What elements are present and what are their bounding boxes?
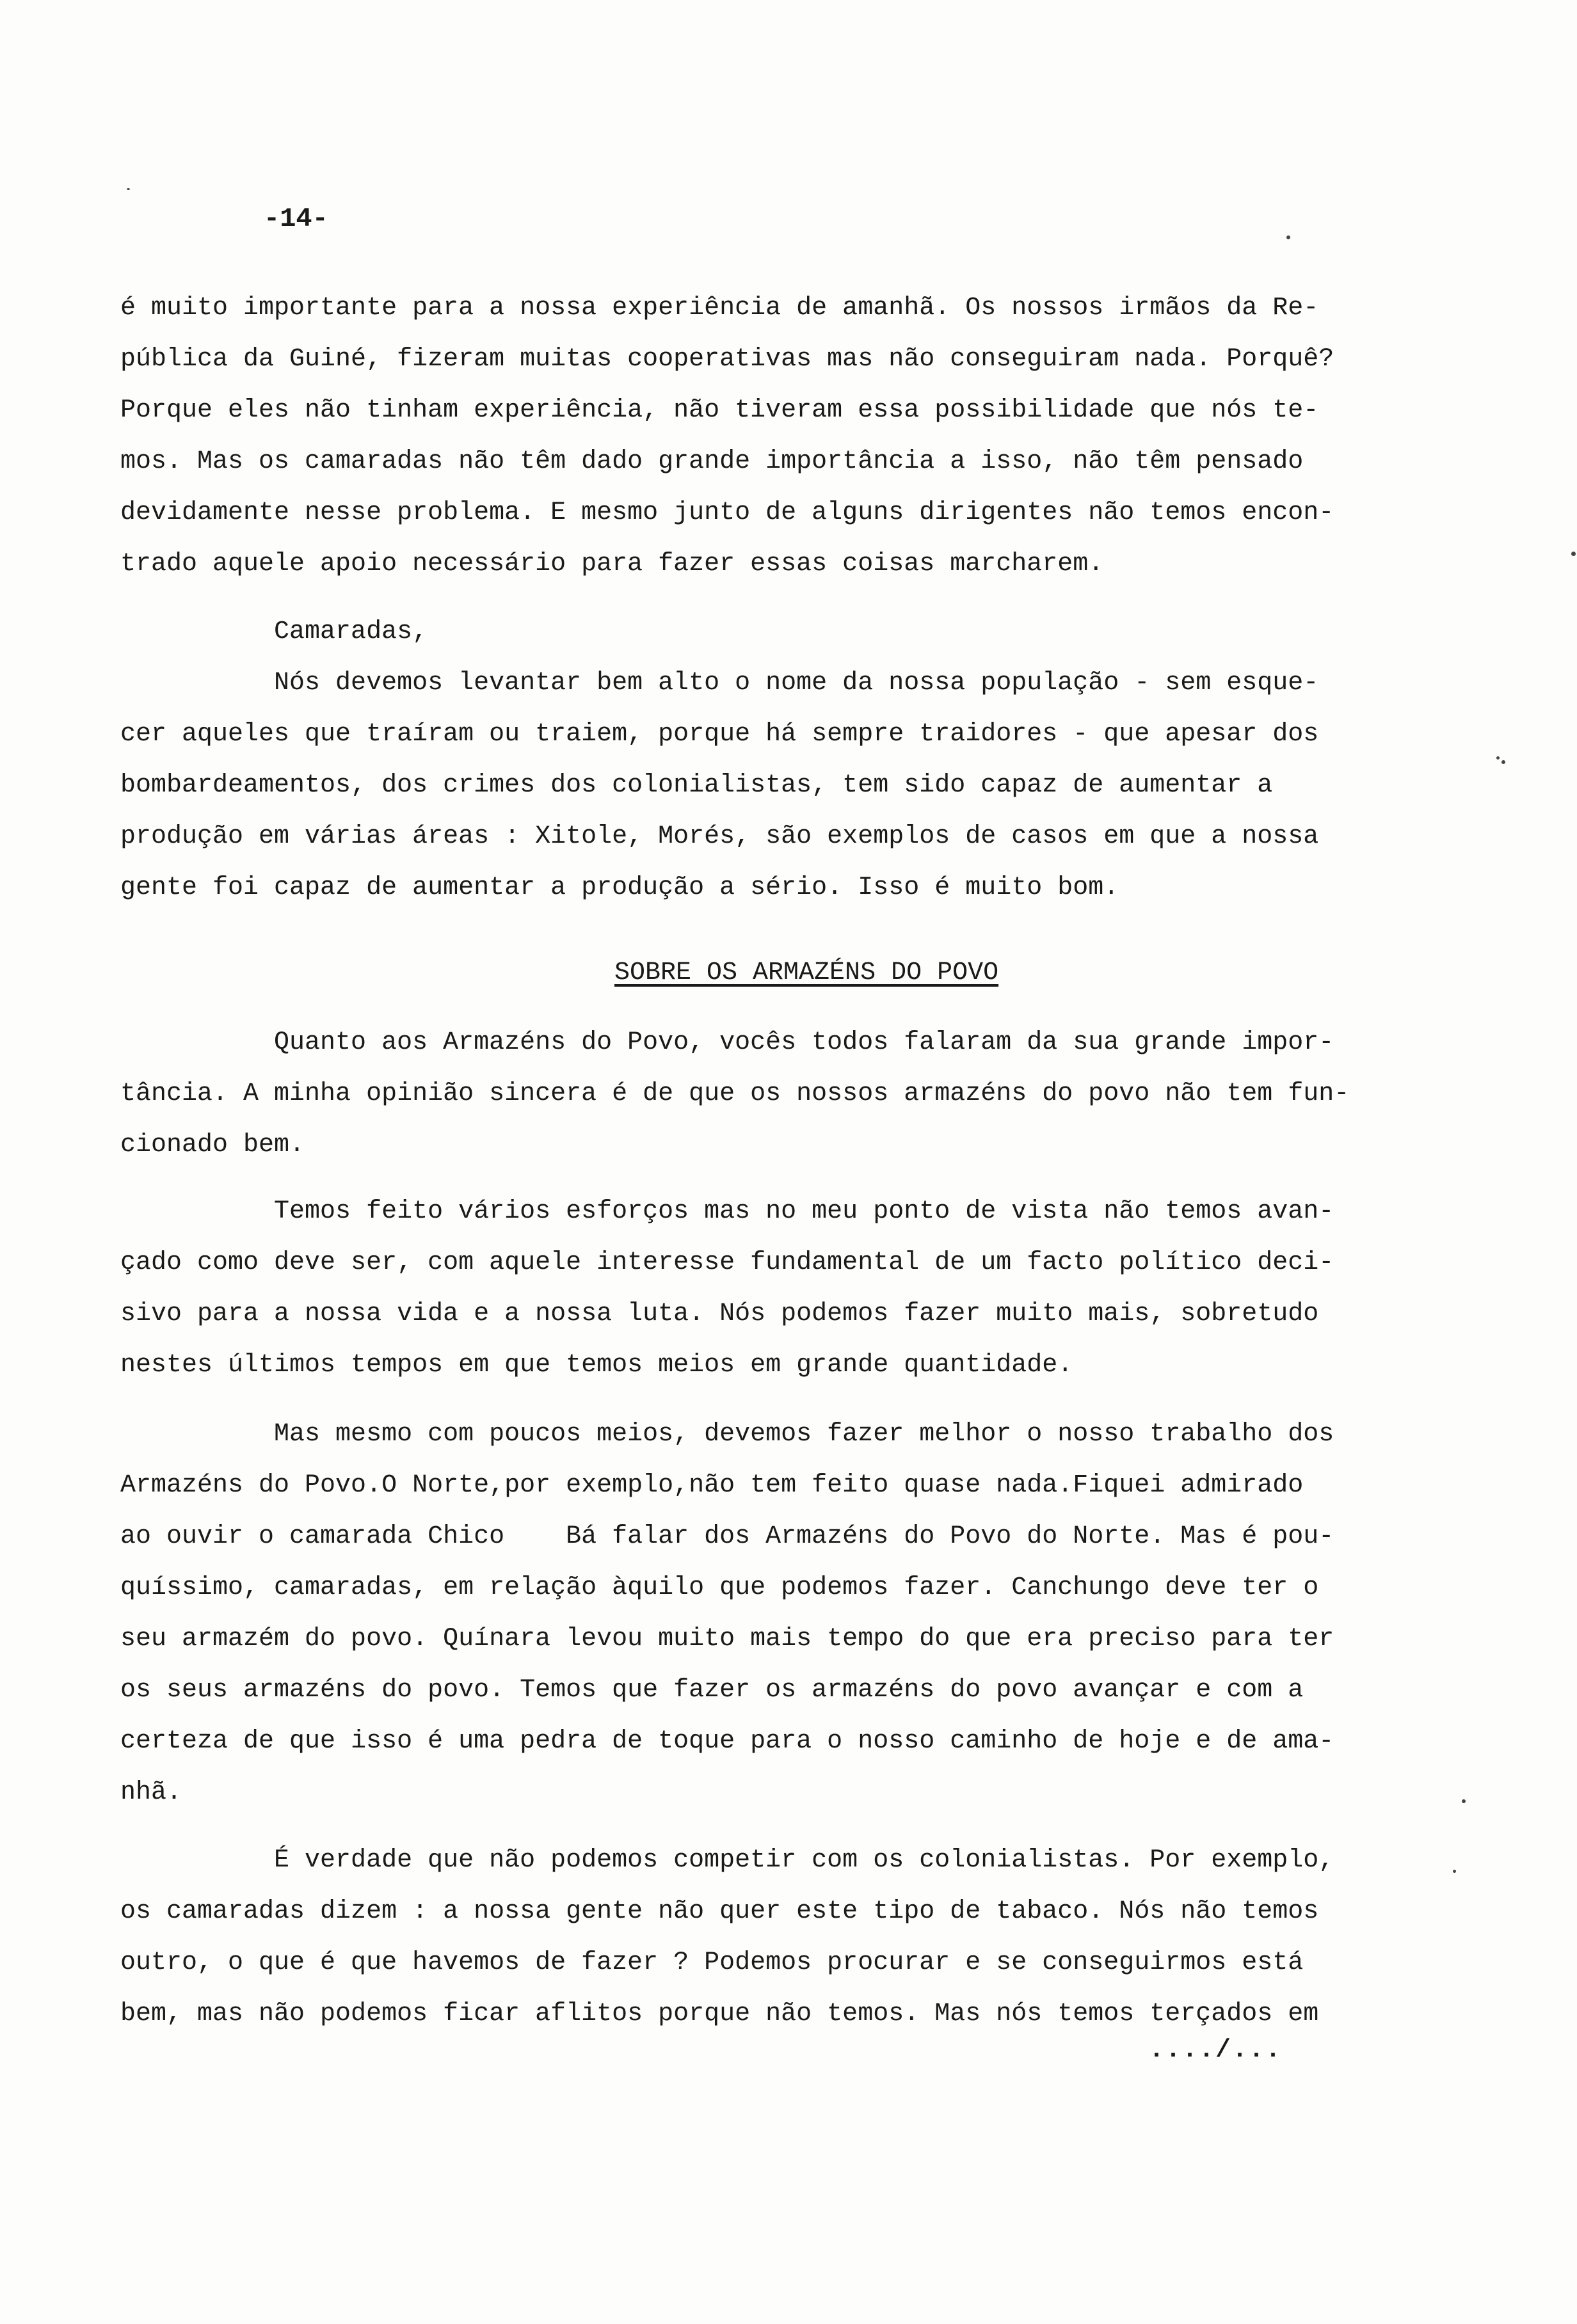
text-line: trado aquele apoio necessário para fazer essas coisas marcharem. [120, 550, 1104, 578]
text-line: Nós devemos levantar bem alto o nome da nossa população - sem esque- [120, 669, 1319, 697]
text-line: cer aqueles que traíram ou traiem, porque há sempre traidores - que apesar dos [120, 720, 1319, 749]
text-line: É verdade que não podemos competir com os colonialistas. Por exemplo, [120, 1846, 1334, 1875]
text-line: cionado bem. [120, 1131, 305, 1159]
text-line: Quanto aos Armazéns do Povo, vocês todos falaram da sua grande impor- [120, 1028, 1334, 1057]
scan-speck [1501, 760, 1505, 764]
text-line: nhã. [120, 1778, 182, 1807]
scan-speck [127, 188, 130, 190]
text-line: outro, o que é que havemos de fazer ? Podemos procurar e se conseguirmos está [120, 1948, 1304, 1977]
text-line: certeza de que isso é uma pedra de toque para o nosso caminho de hoje e de ama- [120, 1727, 1334, 1756]
text-line: bem, mas não podemos ficar aflitos porque não temos. Mas nós temos terçados em [120, 2000, 1319, 2028]
text-line: é muito importante para a nossa experiência de amanhã. Os nossos irmãos da Re- [120, 294, 1319, 322]
text-line: Temos feito vários esforços mas no meu ponto de vista não temos avan- [120, 1197, 1334, 1226]
text-line: ao ouvir o camarada Chico Bá falar dos Armazéns do Povo do Norte. Mas é pou- [120, 1522, 1334, 1551]
text-line: os seus armazéns do povo. Temos que fazer os armazéns do povo avançar e com a [120, 1676, 1304, 1705]
continuation-mark: ..../... [1149, 2036, 1283, 2065]
scan-speck [1496, 756, 1500, 760]
text-line: nestes últimos tempos em que temos meios em grande quantidade. [120, 1351, 1073, 1380]
text-line: mos. Mas os camaradas não têm dado grande importância a isso, não têm pensado [120, 447, 1304, 476]
text-line: pública da Guiné, fizeram muitas cooperativas mas não conseguiram nada. Porquê? [120, 345, 1334, 374]
text-line: Porque eles não tinham experiência, não tiveram essa possibilidade que nós te- [120, 396, 1319, 425]
scan-speck [1453, 1870, 1456, 1873]
text-line: seu armazém do povo. Quínara levou muito mais tempo do que era preciso para ter [120, 1625, 1334, 1653]
scan-speck [1462, 1799, 1466, 1803]
text-line: produção em várias áreas : Xitole, Morés, são exemplos de casos em que a nossa [120, 822, 1319, 851]
text-line: gente foi capaz de aumentar a produção a sério. Isso é muito bom. [120, 873, 1119, 902]
text-line: tância. A minha opinião sincera é de que os nossos armazéns do povo não tem fun- [120, 1079, 1350, 1108]
text-line: bombardeamentos, dos crimes dos colonialistas, tem sido capaz de aumentar a [120, 771, 1273, 800]
page-number: -14- [264, 203, 328, 234]
text-line: sivo para a nossa vida e a nossa luta. Nós podemos fazer muito mais, sobretudo [120, 1300, 1319, 1328]
scan-speck [1286, 235, 1290, 239]
section-heading: SOBRE OS ARMAZÉNS DO POVO [614, 959, 999, 987]
text-line: os camaradas dizem : a nossa gente não quer este tipo de tabaco. Nós não temos [120, 1897, 1319, 1926]
text-line: çado como deve ser, com aquele interesse fundamental de um facto político deci- [120, 1248, 1334, 1277]
text-line: Armazéns do Povo.O Norte,por exemplo,não tem feito quase nada.Fiquei admirado [120, 1471, 1304, 1500]
salutation-line: Camaradas, [120, 617, 428, 646]
text-line: devidamente nesse problema. E mesmo junto de alguns dirigentes não temos encon- [120, 498, 1334, 527]
scan-speck [1571, 552, 1576, 556]
text-line: Mas mesmo com poucos meios, devemos fazer melhor o nosso trabalho dos [120, 1420, 1334, 1449]
text-line: quíssimo, camaradas, em relação àquilo que podemos fazer. Canchungo deve ter o [120, 1573, 1319, 1602]
